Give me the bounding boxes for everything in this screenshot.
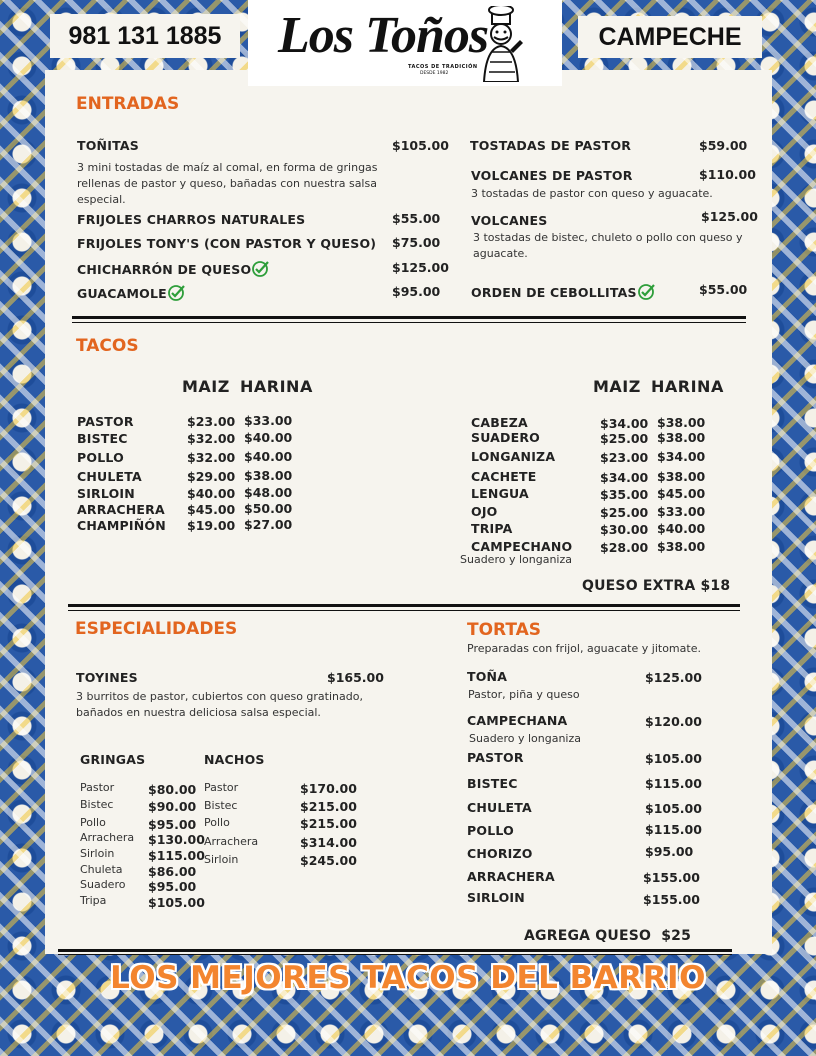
- torta-price: $115.00: [645, 776, 702, 791]
- taco-price-maiz: $40.00: [187, 486, 236, 501]
- section-title-tortas: TORTAS: [467, 620, 542, 640]
- taco-price-maiz: $29.00: [187, 469, 236, 484]
- taco-name: ARRACHERA: [77, 502, 165, 517]
- menu-item-price: $59.00: [699, 138, 748, 153]
- agrega-queso: AGREGA QUESO $25: [524, 928, 692, 944]
- column-header-maiz: MAIZ: [182, 377, 230, 396]
- gringa-price: $115.00: [148, 848, 205, 863]
- torta-note: Pastor, piña y queso: [468, 688, 580, 701]
- taco-price-harina: $38.00: [657, 430, 706, 445]
- taco-price-maiz: $23.00: [600, 450, 649, 465]
- menu-item-name: CHICHARRÓN DE QUESO: [77, 262, 252, 277]
- gringa-price: $95.00: [148, 879, 197, 894]
- gringa-name: Pollo: [80, 816, 106, 829]
- city-label: CAMPECHE: [578, 16, 762, 58]
- gringa-price: $86.00: [148, 864, 197, 879]
- gringa-name: Bistec: [80, 798, 114, 811]
- section-title-especialidades: ESPECIALIDADES: [75, 619, 238, 639]
- nacho-price: $314.00: [300, 835, 357, 850]
- menu-item-price: $105.00: [392, 138, 449, 153]
- menu-item-price: $125.00: [701, 209, 758, 224]
- taco-price-maiz: $32.00: [187, 431, 236, 446]
- taco-price-maiz: $19.00: [187, 518, 236, 533]
- section-divider-thin: [68, 610, 740, 611]
- taco-price-harina: $38.00: [657, 539, 706, 554]
- nacho-name: Pollo: [204, 816, 230, 829]
- gringa-price: $95.00: [148, 817, 197, 832]
- taco-price-harina: $33.00: [244, 413, 293, 428]
- taco-price-harina: $48.00: [244, 485, 293, 500]
- taco-price-harina: $40.00: [244, 449, 293, 464]
- section-divider-thin: [58, 954, 732, 955]
- torta-name: TOÑA: [467, 669, 508, 684]
- section-divider: [72, 316, 746, 319]
- menu-item-price: $75.00: [392, 235, 441, 250]
- gringa-name: Tripa: [80, 894, 107, 907]
- section-title-tacos: TACOS: [76, 336, 139, 356]
- torta-name: PASTOR: [467, 750, 524, 765]
- taco-price-maiz: $45.00: [187, 502, 236, 517]
- torta-price: $95.00: [645, 844, 694, 859]
- taco-name: POLLO: [77, 450, 124, 465]
- banner-slogan: LOS MEJORES TACOS DEL BARRIO: [110, 960, 706, 996]
- logo-since: DESDE 1982: [420, 71, 449, 76]
- nacho-name: Arrachera: [204, 835, 259, 848]
- taco-price-maiz: $25.00: [600, 431, 649, 446]
- nacho-price: $245.00: [300, 853, 357, 868]
- menu-item-name: FRIJOLES TONY'S (CON PASTOR Y QUESO): [77, 236, 377, 251]
- menu-item-price: $165.00: [327, 670, 384, 685]
- gringas-title: GRINGAS: [80, 752, 146, 767]
- taco-price-maiz: $34.00: [600, 470, 649, 485]
- torta-name: BISTEC: [467, 776, 518, 791]
- logo-wordmark: Los Toños: [278, 7, 489, 64]
- tortas-subtitle: Preparadas con frijol, aguacate y jitomate.: [467, 642, 701, 655]
- torta-note: Suadero y longaniza: [469, 732, 581, 745]
- menu-item-name: TOYINES: [76, 670, 138, 685]
- column-header-harina: HARINA: [651, 377, 724, 396]
- menu-item-desc: 3 tostadas de bistec, chuleto o pollo con queso y aguacate.: [473, 231, 743, 260]
- taco-price-harina: $34.00: [657, 449, 706, 464]
- menu-item-desc: 3 mini tostadas de maíz al comal, en forma de gringas rellenas de pastor y queso, bañadas con nuestra salsa especial.: [77, 161, 378, 206]
- taco-name: CHAMPIÑÓN: [77, 518, 166, 533]
- menu-item-price: $55.00: [392, 211, 441, 226]
- torta-price: $105.00: [645, 751, 702, 766]
- taco-price-harina: $45.00: [657, 486, 706, 501]
- menu-item-price: $95.00: [392, 284, 441, 299]
- nacho-price: $170.00: [300, 781, 357, 796]
- phone-number[interactable]: 981 131 1885: [50, 14, 240, 58]
- nachos-title: NACHOS: [204, 752, 265, 767]
- torta-name: CHULETA: [467, 800, 532, 815]
- taco-price-harina: $40.00: [244, 430, 293, 445]
- taco-price-maiz: $32.00: [187, 450, 236, 465]
- torta-name: ARRACHERA: [467, 869, 555, 884]
- taco-price-maiz: $30.00: [600, 522, 649, 537]
- section-divider-thin: [72, 322, 746, 323]
- gringa-name: Chuleta: [80, 863, 123, 876]
- check-badge-icon: [638, 283, 657, 300]
- nacho-name: Sirloin: [204, 853, 239, 866]
- taco-price-harina: $50.00: [244, 501, 293, 516]
- taco-price-harina: $38.00: [657, 469, 706, 484]
- taco-name: LONGANIZA: [471, 449, 556, 464]
- taco-price-harina: $27.00: [244, 517, 293, 532]
- menu-item-price: $55.00: [699, 282, 748, 297]
- torta-name: CAMPECHANA: [467, 713, 568, 728]
- torta-name: SIRLOIN: [467, 890, 525, 905]
- menu-item-price: $125.00: [392, 260, 449, 275]
- taco-price-maiz: $28.00: [600, 540, 649, 555]
- taco-name: CACHETE: [471, 469, 537, 484]
- menu-item-name: VOLCANES DE PASTOR: [471, 168, 633, 183]
- gringa-price: $90.00: [148, 799, 197, 814]
- menu-item-row: [77, 284, 187, 301]
- gringa-name: Arrachera: [80, 831, 135, 844]
- taco-name: CABEZA: [471, 415, 528, 430]
- taco-name: CHULETA: [77, 469, 142, 484]
- gringa-price: $130.00: [148, 832, 205, 847]
- gringa-name: Suadero: [80, 878, 126, 891]
- taco-name: CAMPECHANO: [471, 539, 573, 554]
- gringa-name: Sirloin: [80, 847, 115, 860]
- torta-name: CHORIZO: [467, 846, 533, 861]
- logo: [248, 0, 562, 86]
- check-badge-icon: [168, 284, 187, 301]
- taco-name: PASTOR: [77, 414, 134, 429]
- torta-price: $155.00: [643, 870, 700, 885]
- column-header-maiz: MAIZ: [593, 377, 641, 396]
- queso-extra: QUESO EXTRA $18: [582, 578, 731, 594]
- torta-price: $105.00: [645, 801, 702, 816]
- menu-item-name: VOLCANES: [471, 213, 548, 228]
- taco-name: TRIPA: [471, 521, 513, 536]
- torta-name: POLLO: [467, 823, 514, 838]
- torta-price: $120.00: [645, 714, 702, 729]
- menu-item-price: $110.00: [699, 167, 756, 182]
- section-divider: [68, 604, 740, 607]
- nacho-price: $215.00: [300, 816, 357, 831]
- campechano-note: Suadero y longaniza: [460, 553, 572, 566]
- torta-price: $115.00: [645, 822, 702, 837]
- taco-price-harina: $33.00: [657, 504, 706, 519]
- menu-item-name: TOÑITAS: [77, 138, 139, 153]
- menu-item-name: FRIJOLES CHARROS NATURALES: [77, 212, 306, 227]
- menu-item-name: GUACAMOLE: [77, 286, 167, 301]
- taco-name: OJO: [471, 504, 498, 519]
- torta-price: $125.00: [645, 670, 702, 685]
- gringa-name: Pastor: [80, 781, 115, 794]
- taco-price-harina: $40.00: [657, 521, 706, 536]
- column-header-harina: HARINA: [240, 377, 313, 396]
- taco-name: LENGUA: [471, 486, 529, 501]
- section-divider: [58, 949, 732, 952]
- taco-name: SUADERO: [471, 430, 541, 445]
- section-title-entradas: ENTRADAS: [76, 94, 180, 114]
- nacho-name: Pastor: [204, 781, 239, 794]
- torta-price: $155.00: [643, 892, 700, 907]
- menu-item-desc: 3 burritos de pastor, cubiertos con queso gratinado, bañados en nuestra deliciosa salsa especial.: [76, 690, 363, 719]
- logo-tagline: TACOS DE TRADICIÓN: [408, 64, 478, 70]
- check-badge-icon: [252, 260, 271, 277]
- taco-price-maiz: $34.00: [600, 416, 649, 431]
- taco-price-maiz: $23.00: [187, 414, 236, 429]
- nacho-price: $215.00: [300, 799, 357, 814]
- nacho-name: Bistec: [204, 799, 238, 812]
- menu-item-row: [77, 260, 271, 277]
- gringa-price: $105.00: [148, 895, 205, 910]
- menu-item-row: [471, 283, 657, 300]
- taco-price-maiz: $35.00: [600, 487, 649, 502]
- taco-price-maiz: $25.00: [600, 505, 649, 520]
- chef-icon: [480, 6, 524, 82]
- menu-item-name: TOSTADAS DE PASTOR: [470, 138, 632, 153]
- taco-price-harina: $38.00: [657, 415, 706, 430]
- taco-name: SIRLOIN: [77, 486, 135, 501]
- menu-item-desc: 3 tostadas de pastor con queso y aguacate.: [471, 187, 713, 200]
- taco-name: BISTEC: [77, 431, 128, 446]
- gringa-price: $80.00: [148, 782, 197, 797]
- menu-item-name: ORDEN DE CEBOLLITAS: [471, 285, 637, 300]
- taco-price-harina: $38.00: [244, 468, 293, 483]
